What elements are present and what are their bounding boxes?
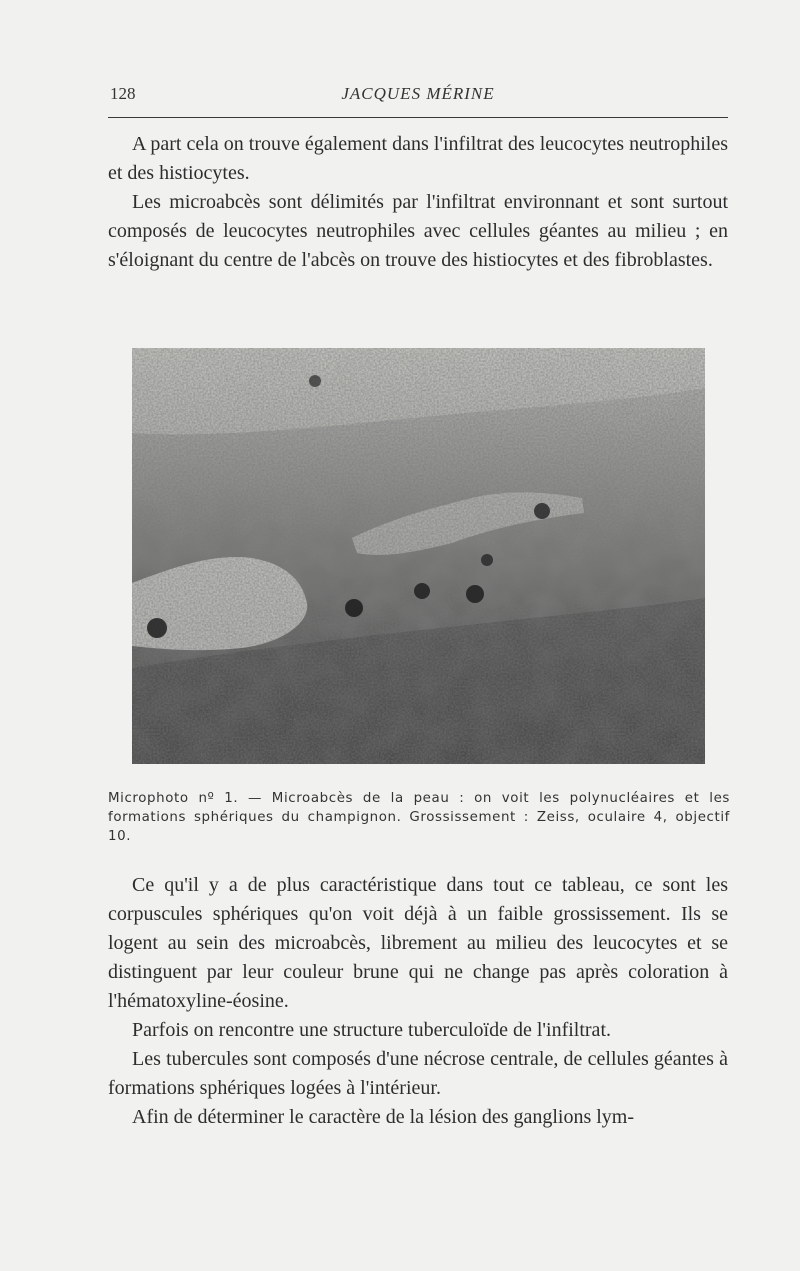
figure-caption: Microphoto nº 1. — Microabcès de la peau : on voit les polynucléaires et les formations sphériques du champignon. Grossissement : Zeiss, oculaire 4, objectif 10. [108,791,730,844]
paragraph: Les microabcès sont délimités par l'infiltrat environnant et sont surtout composés de leucocytes neutrophiles avec cellules géantes au milieu ; en s'éloignant du centre de l'abcès on trouve des histiocytes et des fibroblastes. [108,191,728,271]
text-block-top [108,130,728,275]
text-block-bottom [108,871,728,1132]
micrograph-photo [132,348,705,764]
running-title: JACQUES MÉRINE [341,84,495,103]
page-number: 128 [110,84,136,103]
paragraph: Afin de déterminer le caractère de la lésion des ganglions lym- [132,1106,635,1128]
paragraph: Ce qu'il y a de plus caractéristique dans tout ce tableau, ce sont les corpuscules sphériques qu'on voit déjà à un faible grossissement. Ils se logent au sein des microabcès, librement au milieu des leucocytes et se distinguent par leur couleur brune qui ne change pas après coloration à l'hématoxyline-éosine. [108,874,728,1012]
paragraph: Parfois on rencontre une structure tuberculoïde de l'infiltrat. [132,1019,611,1041]
header-rule [108,117,728,118]
paragraph: A part cela on trouve également dans l'infiltrat des leucocytes neutrophiles et des histiocytes. [108,133,728,184]
paragraph: Les tubercules sont composés d'une nécrose centrale, de cellules géantes à formations sphériques logées à l'intérieur. [108,1048,728,1099]
